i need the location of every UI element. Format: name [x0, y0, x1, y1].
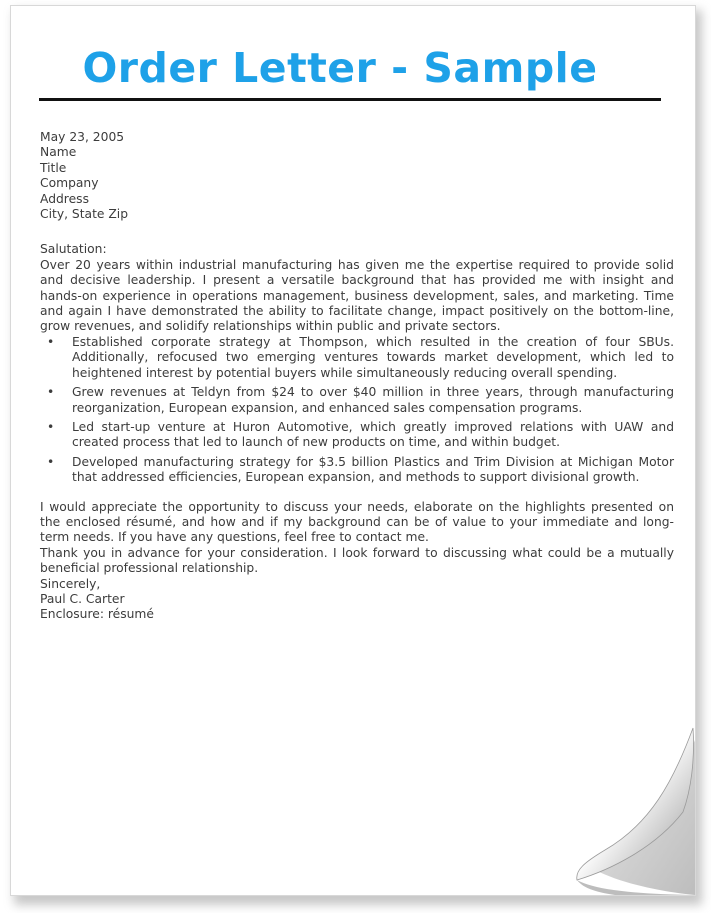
- bullet-icon: •: [47, 385, 55, 400]
- salutation: Salutation:: [40, 242, 107, 257]
- bullet-icon: •: [47, 454, 55, 469]
- closing-paragraph-1: I would appreciate the opportunity to discuss your needs, elaborate on the highlights presented on the enclosed résumé, and how and if my background can be of value to your immediate and long-term needs. If you have any questions, feel free to contact me.: [40, 499, 674, 545]
- list-item: [40, 455, 674, 486]
- title-divider: [39, 98, 661, 101]
- letter-page: [10, 5, 696, 896]
- address-line-title: Title: [40, 160, 67, 175]
- complimentary-close: Sincerely,: [40, 576, 101, 591]
- list-item: [40, 385, 674, 416]
- list-item-text: Established corporate strategy at Thompson, which resulted in the creation of four SBUs. Additionally, refocused two emerging ventures towards market development, which led to heightened interest by potential buyers while simultaneously reducing overall spending.: [72, 334, 674, 380]
- signature-name: Paul C. Carter: [40, 591, 125, 606]
- enclosure-note: Enclosure: résumé: [40, 607, 154, 622]
- list-item-text: Developed manufacturing strategy for $3.5 billion Plastics and Trim Division at Michigan Motor that addressed efficiencies, European expansion, and methods to support divisional growth.: [72, 454, 674, 485]
- address-line-name: Name: [40, 145, 77, 160]
- letter-body: [40, 130, 674, 623]
- list-item: [40, 335, 674, 381]
- list-item-text: Led start-up venture at Huron Automotive, which greatly improved relations with UAW and created process that led to launch of new products on time, and within budget.: [72, 419, 674, 450]
- address-line-company: Company: [40, 176, 99, 191]
- achievements-list: [40, 335, 674, 486]
- list-item-text: Grew revenues at Teldyn from $24 to over $40 million in three years, through manufacturing reorganization, European expansion, and enhanced sales compensation programs.: [72, 385, 674, 415]
- bullet-icon: •: [47, 419, 55, 434]
- list-item: [40, 420, 674, 451]
- page-curl-icon: [555, 720, 695, 895]
- letter-date: May 23, 2005: [40, 130, 125, 144]
- address-line-address: Address: [40, 191, 89, 206]
- page-title: Order Letter - Sample: [82, 44, 598, 92]
- bullet-icon: •: [47, 334, 55, 349]
- intro-paragraph: Over 20 years within industrial manufacturing has given me the expertise required to provide solid and decisive leadership. I present a versatile background that has provided me with insight and hands-on experience in operations management, business development, sales, and marketing. Time and again I have demonstrated the ability to facilitate change, impact positively on the bottom-line, grow revenues, and solidify relationships within public and private sectors.: [40, 257, 674, 334]
- address-line-city-state-zip: City, State Zip: [40, 207, 129, 222]
- recipient-address: [40, 145, 674, 222]
- closing-paragraph-2: Thank you in advance for your consideration. I look forward to discussing what could be a mutually beneficial professional relationship.: [40, 545, 674, 576]
